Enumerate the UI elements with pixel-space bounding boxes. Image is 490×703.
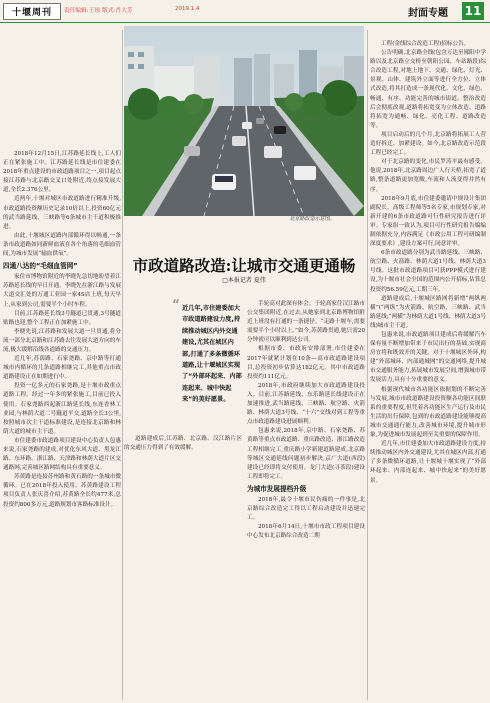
masthead: 十堰周刊 [3, 3, 61, 20]
column-divider [367, 30, 368, 700]
article-column-1 [3, 150, 121, 700]
paragraph: 包惠来说,2018年,京中路、石家尧路、苏黄路等重点市政道路、重庆路改造、浙江路改造工程相继完工,重庆路小学新建道路建成,北京路等城区交通延线问题初步解决,京广大道(西段)建设已经即将交付使用。龙门大道(寻茶段)建设工程即将完工。 [247, 428, 365, 480]
article-byline: □本报记者 夏伟 [222, 277, 266, 284]
paragraph: 对于北京路的变化,市民罗涛平最有感受。他说,2018年,北京路周边广人行天桥,拓宽了道路,整条道路更加宽敞,车流和人流变得井然有序。 [370, 159, 486, 193]
paragraph: 根据现代城市各功能区依据划的不断完善与发展,城市市政道路建设投资额各功能区间联系的重要程度,但凭着各功能区生产运行及市民生活的出行保障,包到的市政道路建设能够提高城市交通通行能力,改善城市环境,提升城市形象,为促进城市发展起到至关重要的保障作用。 [370, 386, 486, 439]
paragraph: 公告明确,北京路全线(包含万达至郧阳中学路以及北京路立交桥至朝阳公园、车站路段)综合改造工程,对地上地下、交通、绿化、灯光、景观、山体、建筑外立面等进行全方位、立体式改造,将其打造成一条现代化、文化、绿色、畅通、有序、功能完善的城市街道。整治改造后会彻底改观,道路将拓宽变为立体改造、道路将拓宽为通畅、绿化、亮化工程、道路改造等。 [370, 50, 486, 129]
section-title: 封面专题 [408, 8, 448, 19]
paragraph: 2018年9月底,市住建委邀请中规设计集团副院长、高级工程师等5名专家,市规划专家,对新开建的6条市政道路可行性研究报告进行评审。专家组一致认为,项目可行性研究报告编编制依据充分,内容满足《市政公用工程可研编制深度要求》,建设方案可行,同意评审。 [370, 195, 486, 248]
paragraph: 道路建成后,十堰城区路网将新增“两纵两横”(“两纵”为火箭路、航空路、三峡路、武当路延线;“两横”为林荫大道1号线、林荫大道3号线)城市主干道。 [370, 295, 486, 329]
road-photo [124, 26, 364, 216]
paragraph: 李晓先说,江苏路和发展大道一旦贯通,将分流一部分北京路和江苏路去往发展大道方向的车流,极大缓解沿线各道路的交通压力。 [3, 328, 121, 353]
paragraph: 2018年,市政府继续加大市政道路建设投入。目前,江苏路延线、东乐路延长线建设正在加速推进,武当路延线、三峡路、航空路、火箭路、林荫大道3号线、“十六”交线对到工程等重点市政道路建设进展顺利。 [247, 382, 365, 426]
pull-quote-text: 近几年,市住建委加大市政道路建设力度,持续推动城区内外交通建设,尤其在城区内部,打通了多条微循环道路,让十堰城区实现了“外部环起来、内部连起来、城中快起来”的美好愿景。 [182, 305, 242, 404]
column-divider [122, 30, 123, 700]
pull-quote [172, 297, 242, 427]
quote-mark-icon: “ [172, 297, 180, 311]
paragraph: 2018年,最令十堰市民伤痛的一件事是,北京路综合改造完工得以工程启动建设并迅速完工。 [247, 496, 365, 522]
paragraph: 目前,江苏路延长线3号隧道已贯通,3号隧道贴路也迎,整个工程正在加紧施工中。 [3, 310, 121, 326]
article-column-3 [247, 300, 365, 700]
paragraph: 投资一亿多元的石家尧路,是十堰市政重点道路工程。经过一年多的紧张施工,目前已投入使用。石家尧路西起浙江路延长线,东连香林工业园,与林荫大道二号隧道平交,道路全长3公里,按照城市次主干道标准建设,是连接北京路和林荫大道的城市主干道。 [3, 383, 121, 435]
section-heading: 为城市发展提档升级 [247, 484, 307, 493]
editors-line: 责任编辑:王琼 版式:肖大芳 [64, 8, 133, 14]
paragraph: 6条市政道路分别为武当路延线、三峡路、航空路、火箭路、林荫大道1号线、林荫大道3号线。这批市政道路项目可获PPP模式进行建设,为十堰市社会全国的范围内公开招标,估算总投资约56.59亿元,工期三年。 [370, 250, 486, 293]
header-rule [0, 22, 490, 23]
article-column-2 [124, 435, 242, 700]
paragraph: 市住建委市政道路项目建设中心负责人包惠来说,石家尧路的建成,对优化东风大道、黑龙江路、东环路、浙江路、天津路和林荫大道片区交通路网,完善城区路网结构具有重要意义。 [3, 437, 121, 472]
paragraph: 近两年,十堰对城区市政道路进行精准升级,市政道路投资额历史记录10倍以上,投资60亿元的武当路延线、三峡路等6条城市主干道积极推进。 [3, 196, 121, 230]
paragraph: 2018年6月14日,十堰市市政工程项目建设中心发布北京路综合改造二期 [247, 524, 365, 540]
paragraph: 家住市博物馆附近的李晓先急切地盼望着江苏路延长线的早日开通。李晓先在浙江路与发展大道交汇处的万通工业园一家4S店上班,每天早上,从家到公司,需要半个小时车程。 [3, 274, 121, 308]
photo-caption: 北京路改造示意图。 [290, 216, 336, 222]
page-header [0, 0, 490, 20]
paragraph: 道路建成后,江苏路、北京路、汉江路片区的交通压力得到了有效缓解。 [124, 436, 242, 452]
page-number-badge: 11 [462, 2, 484, 20]
section-heading: 四通八达的“毛细血管网” [3, 262, 78, 271]
paragraph: 近几年,市住建委加大市政道路建设力度,持续推动城区内外交通建设,尤其在城区内部,打通了多条微循环道路,让十堰城十堰实现了“外部环起来、内部连起来、城中快起来”的美好愿景。 [370, 441, 486, 484]
article-column-4 [370, 40, 486, 700]
issue-date: 2019.1.4 [175, 6, 200, 12]
paragraph: 近几年,苏茵路、石家尧路、京中路等打通城市内循环的几条道路相继完工,其他重点市政道路建设正在如期进行中。 [3, 356, 121, 381]
paragraph: 手轮高对此深有体会。于轮高家住汉江路市公交集团附近,在过去,从她家到北京路博物馆附近上班没有打通的一条捷径。“走路十堰车,需要需要半个小时以上。”如今,苏黄路贯通,她只需20分钟就可以顺利到达公司。 [247, 301, 365, 344]
paragraph: 苏黄路是连接苏州路和黄石路的一条城市微循环。已在2018年投入使用。苏黄路建设工程项目负责人张庆喜介绍,苏黄路全长约477米,总投资约800多万元,道路规划市客路标准设计。 [3, 474, 121, 508]
article-title: 市政道路改造:让城市交通更通畅 [132, 256, 356, 275]
paragraph: 工程(金线综合改造工程)招标公告。 [381, 41, 470, 47]
road-illustration [124, 26, 364, 216]
paragraph: 项目启动后的几个月,北京路将拓展工人营造好拆迁、加紧建设。如今,北京路改造示范段工程已经完工。 [370, 131, 486, 157]
paragraph: 由此,十堰城区道路内部循环得以畅通,一条条市政道路如同新鲜血液在各个角落的毛细血管间,为城市发展“输血供氧”。 [3, 232, 121, 258]
paragraph: 包惠来说,市政道路项目建成后将缓解汽车保有量不断增加带来于市民出行的基础,实现商房宜将和既效开的关键。对于十堰城区外环,构建“外部城环、内部通城网”的交通网络,提升城市交通服务能力,拓展城市发展空间,增强城市带发展活力,具有十分重要的意义。 [370, 332, 486, 384]
paragraph: 根据市委、市政府安排部署,市住建委在2017年就紧计划在10条—高市政道路建设项目,总投资初步估算达182亿元。其中市政道路投资约111亿元。 [247, 346, 365, 380]
paragraph: 2018年12月15日,江苏路延长线上,工人们正在紧张施工中。江苏路延长线是市住建委在2018年重点建设的市政道路项目之一,项目起点接江苏路与北京路交叉口处附近,终点接发展大道,全长2.376公里。 [3, 151, 121, 194]
article-column-2-top [124, 297, 180, 430]
